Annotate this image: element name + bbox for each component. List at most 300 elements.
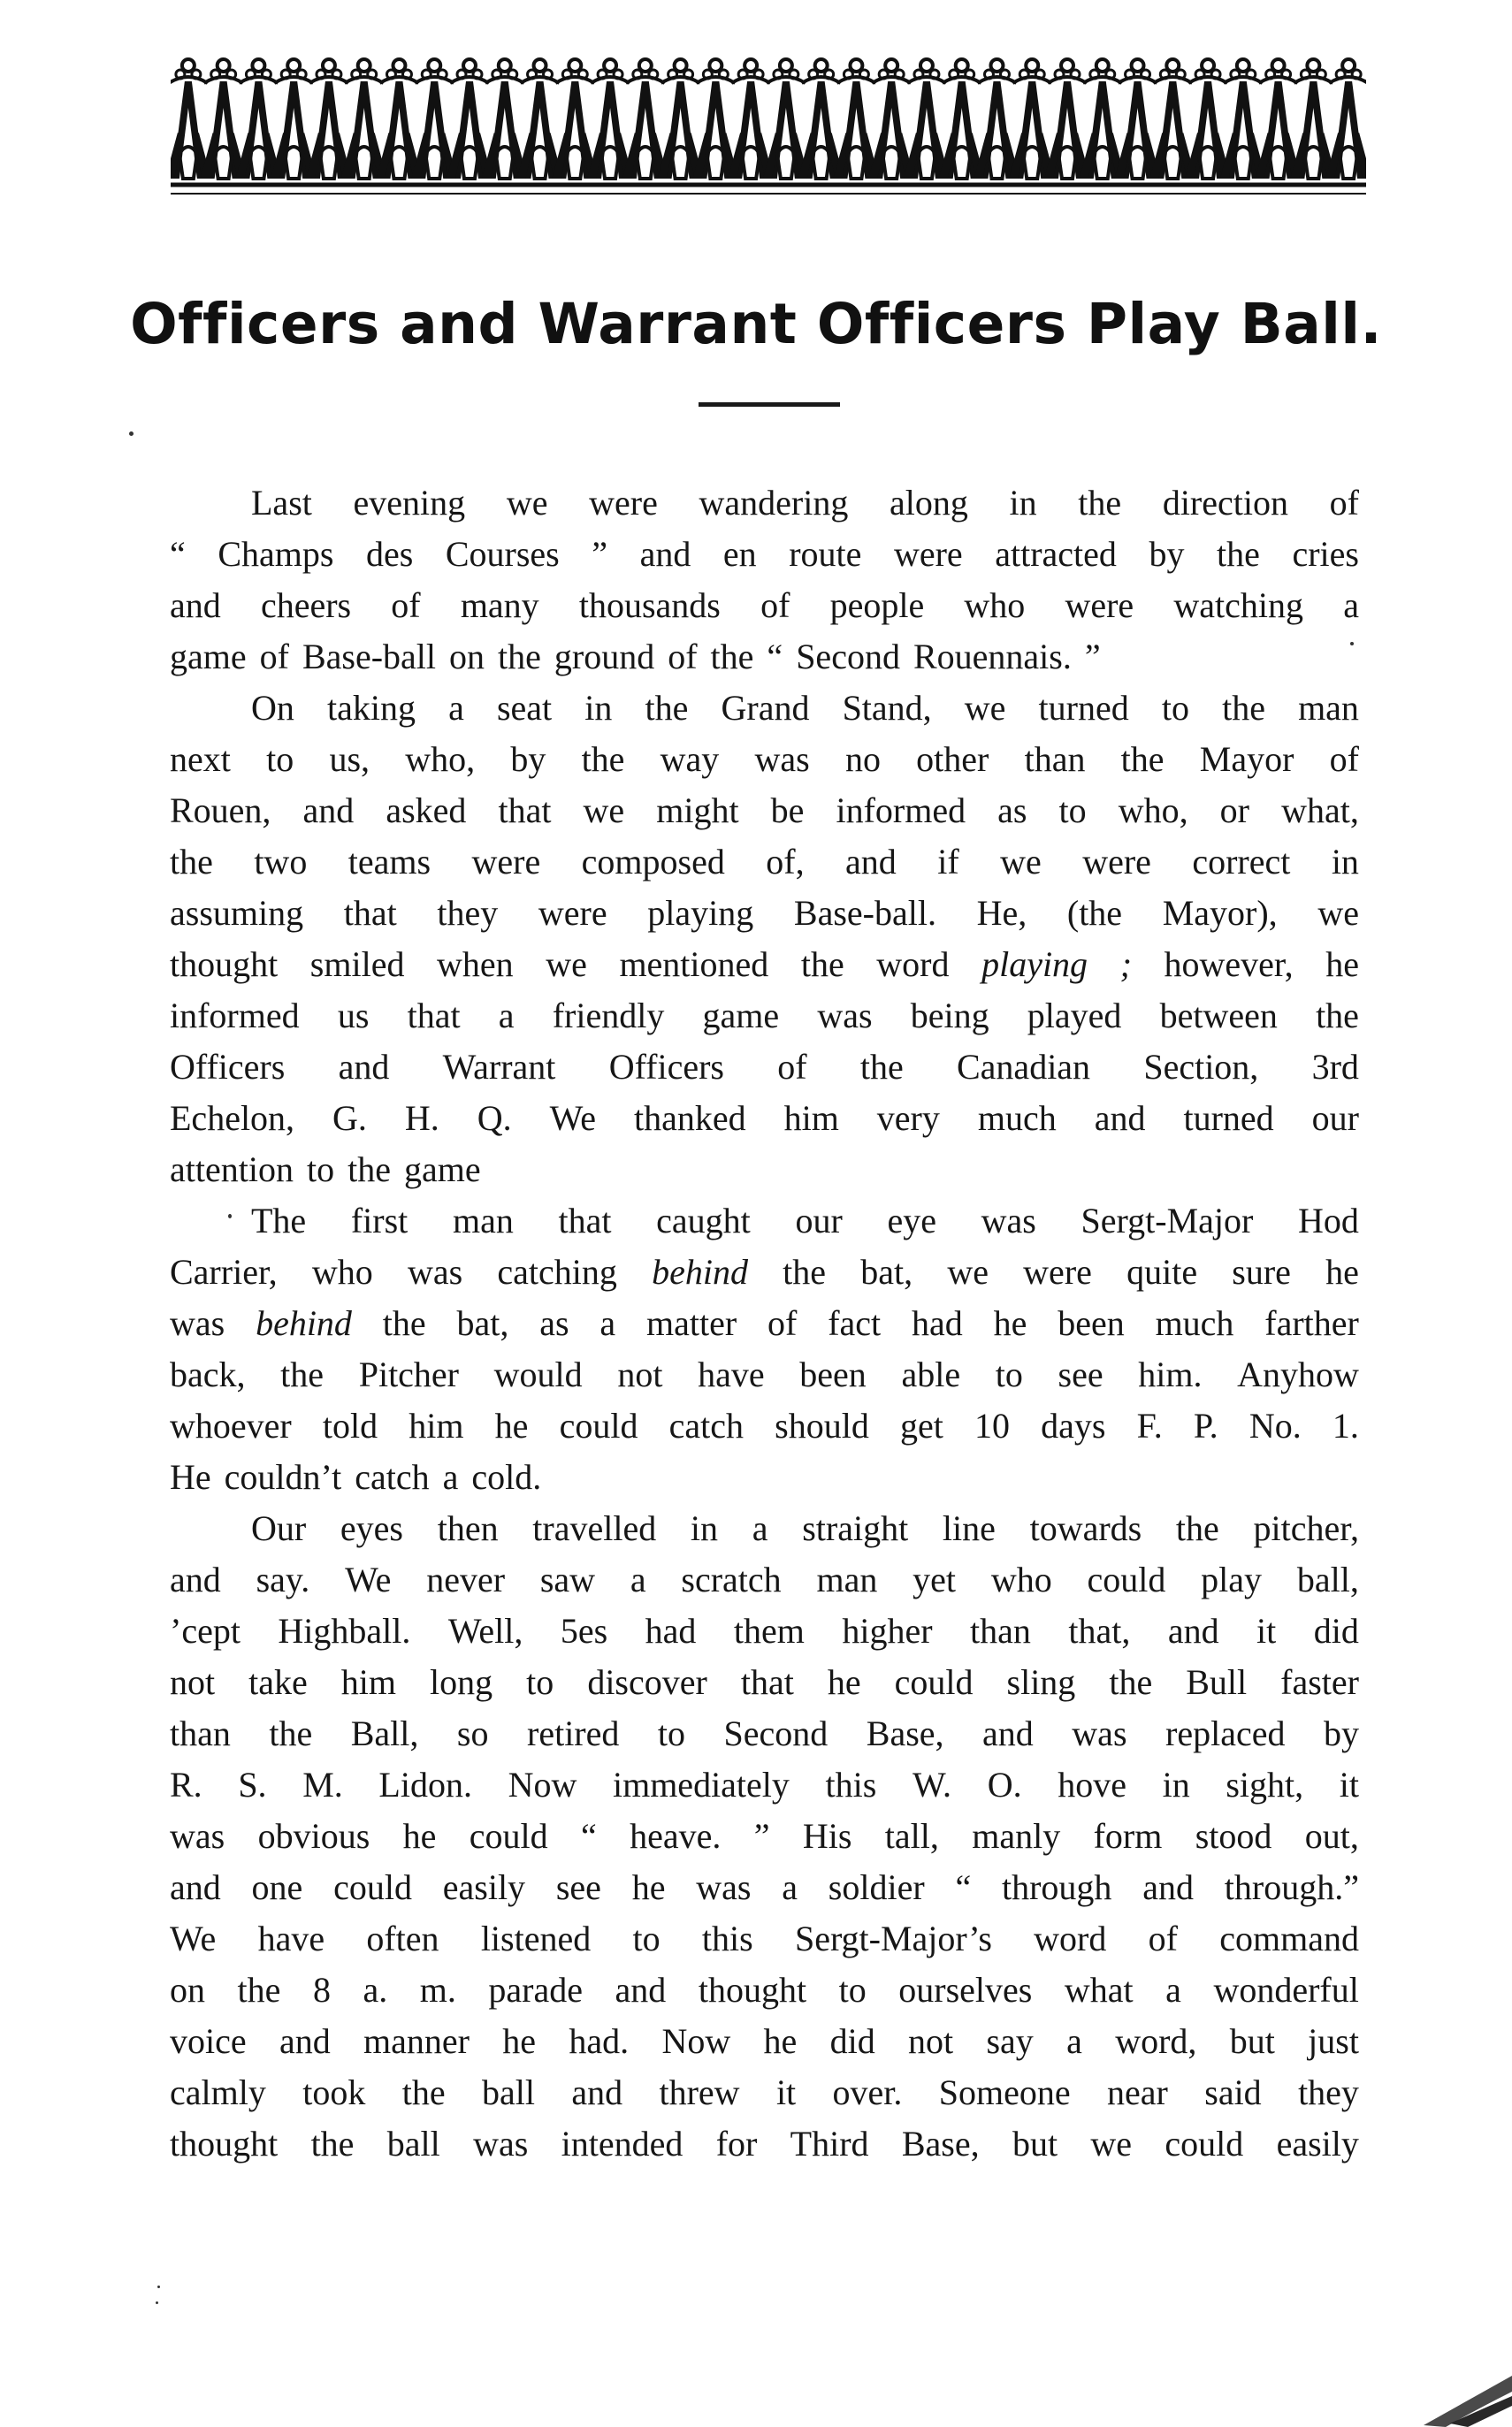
word: Carrier, [170,1252,278,1292]
word: the [280,1355,325,1394]
word: no [844,739,881,779]
word: wonderful [1213,1970,1359,2010]
word: not [908,2021,954,2061]
word: attention [170,1149,294,1189]
text-line [170,1965,1359,2016]
word: been [799,1355,867,1394]
text-line [170,888,1359,939]
word: Mayor), [1162,893,1278,933]
word: long [430,1662,493,1702]
word: Well, [447,1611,523,1651]
ornament-motif [552,59,598,179]
word: Officers [170,1047,286,1087]
word: however, [1164,944,1294,984]
word: was [981,1201,1036,1240]
ornament-motif [728,59,774,179]
word: Lidon. [378,1765,472,1805]
word: Rouennais. [913,637,1072,676]
ornament-motif [1256,59,1302,179]
word: and [639,534,691,574]
word: they [437,893,499,933]
ornament-motif [658,59,704,179]
word: His [802,1816,852,1856]
text-line [170,1554,1359,1606]
text-line [170,1452,1359,1503]
word: behind [256,1303,352,1343]
word: that, [1068,1611,1131,1651]
word: did [829,2021,875,2061]
word: the [1078,483,1122,523]
word: were [589,483,658,523]
word: parade [488,1970,584,2010]
word: should [775,1406,869,1446]
ornament-motif [868,59,914,179]
word: 10 [974,1406,1011,1446]
word: Highball. [278,1611,411,1651]
word: the [710,637,754,676]
word: Second [796,637,900,676]
word: who [311,1252,373,1292]
word: on [170,1970,205,2010]
ornament-motif [798,59,844,179]
word: who, [405,739,476,779]
word: the [783,1252,827,1292]
word: Stand, [842,688,932,728]
word: to [306,1149,335,1189]
word: and [170,1867,221,1907]
word: P. [1193,1406,1218,1446]
word: Last [251,483,312,523]
word: and [571,2072,623,2112]
word: of [1329,739,1359,779]
word: Bull [1186,1662,1248,1702]
word: form [1093,1816,1163,1856]
word: just [1308,2021,1359,2061]
word: a [1066,2021,1082,2061]
word: Champs [218,534,334,574]
word: what [1064,1970,1134,2010]
word: and [170,585,221,625]
word: a [630,1560,646,1599]
ornament-motif [1149,59,1195,179]
word: ’cept [170,1611,241,1651]
word: m. [419,1970,456,2010]
word: the [498,637,541,676]
word: (the [1066,893,1123,933]
word: were [1023,1252,1092,1292]
word: see [555,1867,601,1907]
ornament-motif [692,59,738,179]
word: easily [442,1867,526,1907]
word: ; [1119,944,1132,984]
word: eye [887,1201,936,1240]
ornament-motif [1290,59,1336,179]
word: intended [561,2124,683,2164]
word: were [1082,842,1151,882]
word: Warrant [442,1047,556,1087]
word: calmly [170,2072,266,2112]
word: and [982,1713,1034,1753]
word: a [1343,585,1359,625]
ornament-motif [622,59,668,179]
word: faster [1280,1662,1359,1702]
word: 8 [312,1970,331,2010]
text-line [170,939,1359,990]
word: in [584,688,613,728]
word: Base-ball. [793,893,936,933]
word: took [302,2072,366,2112]
word: him [783,1098,839,1138]
word: a [752,1508,768,1548]
word: “ [955,1867,972,1907]
word: “ [170,534,186,574]
word: near [1107,2072,1168,2112]
word: we [947,1252,989,1292]
text-line [170,1811,1359,1862]
word: eyes [340,1508,403,1548]
word: heave. [630,1816,722,1856]
word: scratch [681,1560,782,1599]
word: direction [1162,483,1288,523]
word: listened [480,1919,592,1958]
word: matter [646,1303,737,1343]
word: replaced [1165,1713,1286,1753]
word: over. [832,2072,903,2112]
word: Our [251,1508,307,1548]
word: catch [355,1457,430,1497]
word: that [740,1662,794,1702]
word: R. [170,1765,202,1805]
ornament-motif [939,59,985,179]
word: the [1316,996,1359,1035]
word: to [632,1919,661,1958]
word: higher [842,1611,933,1651]
text-line [170,529,1359,580]
word: us, [329,739,370,779]
word: in [1009,483,1037,523]
word: towards [1029,1508,1142,1548]
word: cries [1292,534,1359,574]
ornament-motif [904,59,950,179]
word: caught [656,1201,751,1240]
word: ball [481,2072,535,2112]
word: could [1165,2124,1244,2164]
ornament-motif [974,59,1019,179]
word: 5es [560,1611,608,1651]
ornament-motif [587,59,633,179]
word: to [995,1355,1023,1394]
ink-speck [129,431,134,436]
word: W. [912,1765,952,1805]
word: was [1072,1713,1127,1753]
text-line [170,836,1359,888]
word: one [251,1867,303,1907]
word: we [1090,2124,1133,2164]
word: said [1204,2072,1262,2112]
word: were [471,842,541,882]
word: we [506,483,548,523]
word: had. [569,2021,630,2061]
word: turned [1038,688,1129,728]
word: many [460,585,539,625]
word: hove [1058,1765,1126,1805]
word: we [1317,893,1359,933]
word: the [310,2124,355,2164]
ornament-motif [833,59,879,179]
ink-speck [228,1214,232,1218]
word: a [1165,1970,1181,2010]
word: could [894,1662,974,1702]
word: We [170,1919,217,1958]
word: our [795,1201,843,1240]
word: able [901,1355,961,1394]
word: discover [587,1662,707,1702]
word: we [964,688,1006,728]
text-line [170,1503,1359,1554]
ornament-motif [1044,59,1090,179]
word: that [498,790,552,830]
word: man [816,1560,878,1599]
word: of [760,585,790,625]
word: friendly [552,996,665,1035]
word: sure [1232,1252,1291,1292]
word: a [442,1457,459,1497]
text-line [170,1298,1359,1349]
text-line [170,1247,1359,1298]
word: evening [353,483,466,523]
word: he [494,1406,529,1446]
word: We [549,1098,596,1138]
word: other [916,739,989,779]
word: back, [170,1355,246,1394]
word: was [473,2124,529,2164]
word: Pitcher [358,1355,460,1394]
ornament-motif [411,59,457,179]
word: him [340,1662,397,1702]
word: say [986,2021,1034,2061]
word: line [942,1508,996,1548]
word: of [767,1303,798,1343]
word: obvious [257,1816,370,1856]
word: and [279,2021,331,2061]
word: in [1162,1765,1190,1805]
word: by [1149,534,1185,574]
ornament-motif [1325,59,1366,179]
word: easily [1276,2124,1359,2164]
ornamental-border-icon [171,55,1366,198]
page-title: Officers and Warrant Officers Play Ball. [130,292,1382,356]
word: on [449,637,485,676]
word: behind [652,1252,748,1292]
word: Anyhow [1237,1355,1359,1394]
word: was [754,739,810,779]
word: S. [238,1765,267,1805]
word: was [817,996,873,1035]
word: Now [508,1765,577,1805]
word: they [1298,2072,1359,2112]
ornament-motif [482,59,528,179]
word: seat [496,688,553,728]
word: that [343,893,397,933]
word: sight, [1226,1765,1304,1805]
word: man [452,1201,514,1240]
word: the [1217,534,1260,574]
text-line [170,580,1359,631]
word: and [1094,1098,1146,1138]
word: much [1155,1303,1234,1343]
ornament-motif [517,59,563,179]
text-line [170,2118,1359,2170]
word: Base, [866,1713,944,1753]
text-line [170,683,1359,734]
word: bat, [860,1252,913,1292]
word: it [775,2072,797,2112]
word: word [876,944,950,984]
word: to [526,1662,554,1702]
word: M. [302,1765,343,1805]
ink-speck [156,2301,158,2304]
word: whoever [170,1406,292,1446]
word: the [800,944,844,984]
word: ourselves [898,1970,1033,2010]
word: threw [659,2072,740,2112]
word: he [993,1303,1027,1343]
text-line [170,1195,1359,1247]
ornament-motif [1220,59,1266,179]
word: them [733,1611,805,1651]
word: smiled [309,944,405,984]
word: of [777,1047,807,1087]
word: tall, [884,1816,939,1856]
word: the [645,688,689,728]
word: voice [170,2021,247,2061]
word: of [1329,483,1359,523]
word: for [715,2124,758,2164]
word: he [827,1662,861,1702]
title-divider [699,402,840,407]
word: Echelon, [170,1098,295,1138]
ornament-motif [763,59,809,179]
word: No. [1249,1406,1302,1446]
word: and [170,1560,221,1599]
word: a. [363,1970,388,2010]
word: when [437,944,514,984]
word: did [1313,1611,1359,1651]
word: Hod [1298,1201,1359,1240]
word: or [1219,790,1249,830]
word: than [170,1713,231,1753]
word: playing [647,893,754,933]
word: the [347,1149,391,1189]
word: Someone [938,2072,1071,2112]
ink-speck [157,2286,160,2288]
word: out, [1304,1816,1359,1856]
text-line [170,1657,1359,1708]
word: and [302,790,355,830]
text-line [170,2016,1359,2067]
word: catch [668,1406,744,1446]
ornament-motif [171,59,211,179]
word: but [1012,2124,1058,2164]
word: thanked [633,1098,746,1138]
ornament-motif [235,59,281,179]
word: Officers [608,1047,724,1087]
word: ball [386,2124,440,2164]
ornament-motif [1009,59,1055,179]
word: ” [753,1816,770,1856]
word: and [1142,1867,1194,1907]
word: to [1058,790,1087,830]
text-line [170,2067,1359,2118]
word: informed [836,790,966,830]
word: would [493,1355,583,1394]
text-line [170,1708,1359,1759]
word: in [690,1508,719,1548]
word: through [1002,1867,1112,1907]
word: Canadian [957,1047,1091,1087]
word: sling [1006,1662,1076,1702]
word: quite [1126,1252,1198,1292]
word: if [937,842,959,882]
word: manner [363,2021,470,2061]
word: assuming [170,893,304,933]
word: command [1219,1919,1359,1958]
word: had [911,1303,963,1343]
word: “ [580,1816,597,1856]
word: playing [981,944,1088,984]
word: of [259,637,289,676]
word: been [1058,1303,1125,1343]
word: Rouen, [170,790,271,830]
word: to [657,1713,685,1753]
word: the [581,739,625,779]
word: could [333,1867,412,1907]
word: played [1027,996,1122,1035]
word: wandering [699,483,849,523]
text-line [170,1144,1359,1195]
word: The [251,1201,307,1240]
article-body [170,477,1359,2170]
word: des [365,534,414,574]
word: ball, [1296,1560,1359,1599]
word: we [546,944,587,984]
word: couldn’t [224,1457,342,1497]
word: two [254,842,308,882]
word: 1. [1332,1406,1359,1446]
word: being [910,996,989,1035]
text-line [170,1349,1359,1400]
word: as [539,1303,569,1343]
word: very [876,1098,940,1138]
word: were [538,893,607,933]
word: be [770,790,805,830]
word: fact [828,1303,882,1343]
word: between [1159,996,1278,1035]
word: have [257,1919,325,1958]
word: by [1323,1713,1359,1753]
word: 3rd [1311,1047,1359,1087]
word: play [1201,1560,1263,1599]
ink-speck [1350,642,1354,645]
word: bat, [456,1303,509,1343]
word: the [1175,1508,1219,1548]
word: On [251,688,294,728]
word: man [1298,688,1359,728]
word: this [701,1919,753,1958]
word: him [409,1406,464,1446]
word: He, [976,893,1027,933]
word: Sergt-Major’s [794,1919,992,1958]
